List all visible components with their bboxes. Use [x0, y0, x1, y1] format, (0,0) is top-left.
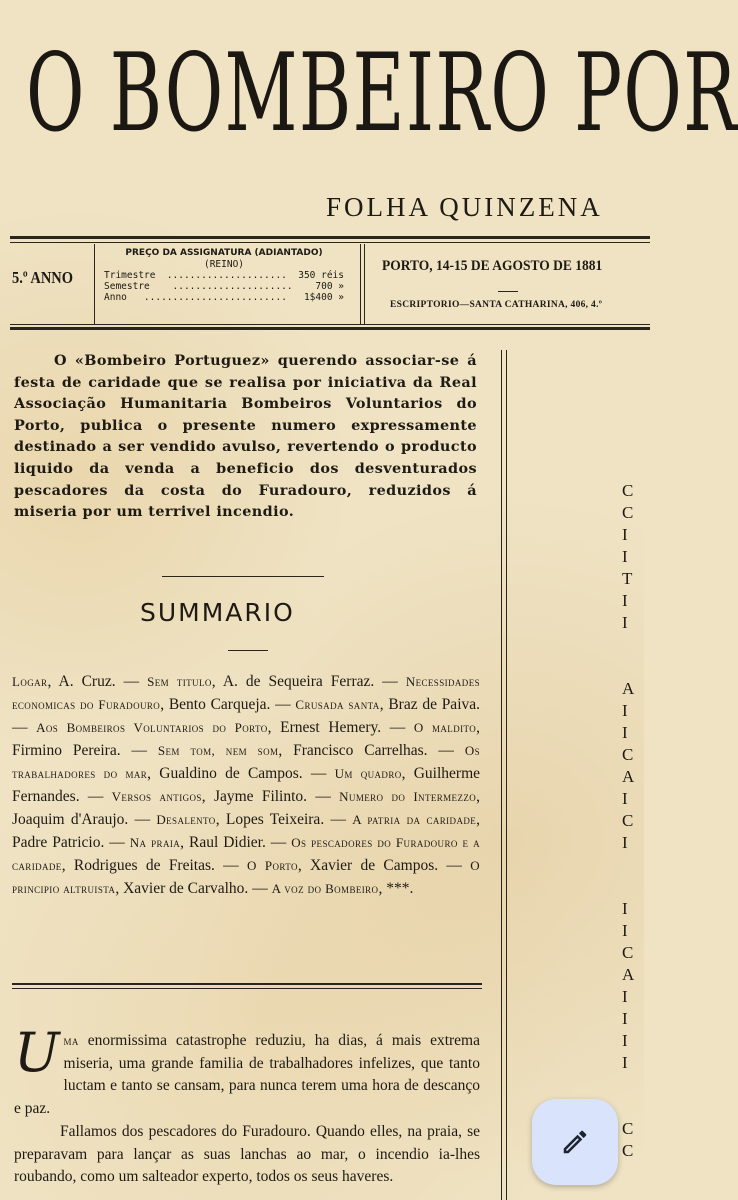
toc-entry-author: Guilherme Fernandes. — [12, 765, 481, 805]
toc-entry-title: Crusada santa — [295, 697, 380, 712]
toc-entry-title: Numero do Intermezzo — [339, 789, 477, 804]
article-lead: ma — [63, 1033, 79, 1048]
article-paragraph-1: enormissima catastrophe reduziu, ha dias, á mais extrema miseria, uma grande familia de trabalhadores infelizes, que tanto luctam e tanto se cansam, para nunca terem uma hora de descanço e paz. — [14, 1032, 480, 1118]
office-address: ESCRIPTORIO—SANTA CATHARINA, 406, 4.º — [390, 300, 603, 310]
intro-notice: O «Bombeiro Portuguez» querendo associar-se á festa de caridade que se realisa por iniciativa da Real Associação Humanitaria Bombeiros Voluntarios do Porto, publica o presente numero expressamente destinado a ser vendido avulso, revertendo o producto liquido da venda a beneficio dos desventurados pescadores da costa do Furadouro, reduzidos á miseria por um terrivel incendio. — [14, 352, 477, 521]
column-fragment-letter — [622, 876, 652, 898]
price-region: (REINO) — [203, 259, 245, 270]
column-fragment-letter: I — [622, 613, 628, 632]
header-rule-top-thick — [10, 236, 650, 239]
masthead-subtitle: FOLHA QUINZENA — [326, 192, 603, 222]
column-fragment-letter: I — [622, 833, 628, 852]
column-fragment-letter: C — [622, 503, 634, 522]
drop-cap: U — [14, 1021, 60, 1084]
date-underline — [498, 291, 518, 292]
column-fragment-letter: I — [622, 987, 628, 1006]
column-fragment-letter — [622, 1096, 652, 1118]
toc-entry-title: Versos antigos — [111, 789, 202, 804]
article-body — [14, 1021, 480, 1189]
header-rule-top-thin — [10, 242, 650, 243]
pencil-icon — [560, 1127, 590, 1157]
column-fragment-letter: I — [622, 723, 628, 742]
toc-entry-author: Xavier de Carvalho. — [123, 880, 249, 897]
column-fragment-letter: I — [622, 547, 628, 566]
toc-entry-title: Logar — [12, 674, 48, 689]
toc-entry-author: ***. — [386, 880, 414, 897]
table-of-contents: Logar, A. Cruz. — Sem titulo, A. de Sequeira Ferraz. — Necessidades economicas do Furadouro, Bento Carqueja. — Crusada santa, Braz de Paiva. — Aos Bombeiros Voluntarios do Porto, Ernest Hemery. — O maldito, Firmino Pereira. — Sem tom, nem som, Francisco Carrelhas. — Os trabalhadores do mar, Gualdino de Campos. — Um quadro, Guilherme Fernandes. — Versos antigos, Jayme Filinto. — Numero do Intermezzo, Joaquim d'Araujo. — Desalento, Lopes Teixeira. — A patria da caridade, Padre Patricio. — Na praia, Raul Didier. — Os pescadores do Furadouro e a caridade, Rodrigues de Freitas. — O Porto, Xavier de Campos. — O principio altruista, Xavier de Carvalho. — A voz do Bombeiro, ***. — [12, 673, 481, 897]
toc-entry-author: Rodrigues de Freitas. — [73, 857, 215, 874]
toc-entry-title: O maldito — [413, 720, 477, 735]
article-paragraph-2: Fallamos dos pescadores do Furadouro. Quando elles, na praia, se preparavam para lançar as suas lanchas ao mar, o incendio ia-lhes roubando, como um salteador experto, todos os seus haveres. — [14, 1122, 480, 1186]
toc-entry-author: Braz de Paiva. — [388, 696, 480, 713]
toc-entry-title: Aos Bombeiros Voluntarios do Porto — [36, 720, 268, 735]
toc-entry-title: Sem titulo — [147, 674, 212, 689]
toc-entry-title: Desalento — [156, 812, 216, 827]
column-fragment-letter — [622, 1074, 652, 1096]
article-rule-1 — [12, 983, 482, 985]
toc-entry-title: A patria da caridade — [352, 812, 477, 827]
toc-entry-author: Francisco Carrelhas. — [293, 742, 428, 759]
infobar-divider-2 — [360, 244, 361, 324]
column-fragment-letter: C — [622, 1119, 634, 1138]
toc-entry-author: Gualdino de Campos. — [159, 765, 303, 782]
toc-entry-title: Necessidades economicas do Furadouro — [12, 674, 481, 712]
column-fragment-letter: C — [622, 745, 634, 764]
infobar-divider-3 — [364, 244, 365, 324]
column-fragment-letter: C — [622, 1141, 634, 1160]
column-rule-right — [506, 350, 507, 1200]
toc-entry-title: A voz do Bombeiro — [271, 881, 379, 896]
toc-entry-author: Xavier de Campos. — [310, 857, 439, 874]
column-fragment-letter — [622, 854, 652, 876]
toc-entry-title: Os trabalhadores do mar — [12, 743, 481, 781]
price-row: Semestre ..................... 700 » — [104, 281, 344, 292]
toc-entry-author: Bento Carqueja. — [168, 696, 271, 713]
column-fragment-letter: I — [622, 701, 628, 720]
toc-entry-author: A. de Sequeira Ferraz. — [222, 673, 375, 690]
adjacent-column-fragment — [622, 480, 652, 1162]
column-fragment-letter: C — [622, 481, 634, 500]
column-fragment-letter: I — [622, 1031, 628, 1050]
summary-rule-bottom — [228, 650, 268, 651]
toc-entry-title: Sem tom, nem som — [157, 743, 279, 758]
column-fragment-letter: A — [622, 679, 635, 698]
column-fragment-letter: T — [622, 569, 633, 588]
column-fragment-letter: I — [622, 591, 628, 610]
edit-button[interactable] — [532, 1099, 618, 1185]
price-title: PREÇO DA ASSIGNATURA (ADIANTADO) — [125, 248, 323, 258]
column-rule-left — [501, 350, 502, 1200]
toc-entry-title: Um quadro — [334, 766, 402, 781]
column-fragment-letter: I — [622, 921, 628, 940]
toc-entry-author: Jayme Filinto. — [213, 788, 308, 805]
issue-date: PORTO, 14-15 DE AGOSTO DE 1881 — [382, 258, 603, 274]
header-rule-bottom-thick — [10, 327, 650, 330]
toc-entry-title: Na praia — [129, 835, 181, 850]
toc-entry-author: Joaquim d'Araujo. — [12, 811, 129, 828]
column-fragment-letter: C — [622, 811, 634, 830]
subscription-prices — [104, 248, 344, 303]
price-row: Trimestre ..................... 350 réis — [104, 270, 344, 281]
masthead-title: O BOMBEIRO POR — [26, 31, 738, 156]
column-fragment-letter: I — [622, 1053, 628, 1072]
toc-entry-author: Lopes Teixeira. — [225, 811, 325, 828]
toc-entry-author: Padre Patricio. — [12, 834, 105, 851]
summary-rule-top — [162, 576, 324, 577]
infobar-divider-1 — [94, 244, 95, 324]
column-fragment-letter: I — [622, 1009, 628, 1028]
column-fragment-letter: C — [622, 943, 634, 962]
toc-entry-author: Ernest Hemery. — [280, 719, 382, 736]
article-rule-2 — [12, 988, 482, 989]
price-row: Anno ......................... 1$400 » — [104, 292, 344, 303]
header-rule-bottom-thin — [10, 324, 650, 325]
column-fragment-letter — [622, 634, 652, 656]
toc-entry-author: Raul Didier. — [188, 834, 266, 851]
column-fragment-letter: A — [622, 965, 635, 984]
summary-title: SUMMARIO — [140, 598, 295, 627]
column-fragment-letter: I — [622, 789, 628, 808]
column-fragment-letter: I — [622, 899, 628, 918]
year-label: 5.º ANNO — [12, 268, 73, 287]
toc-entry-author: A. Cruz. — [58, 673, 116, 690]
toc-entry-title: Os pescadores do Furadouro e a caridade — [12, 835, 480, 873]
toc-entry-author: Firmino Pereira. — [12, 742, 121, 759]
toc-entry-title: O Porto — [246, 858, 298, 873]
column-fragment-letter: I — [622, 525, 628, 544]
column-fragment-letter: A — [622, 767, 635, 786]
column-fragment-letter — [622, 656, 652, 678]
toc-entry-title: O principio altruista — [12, 858, 480, 896]
